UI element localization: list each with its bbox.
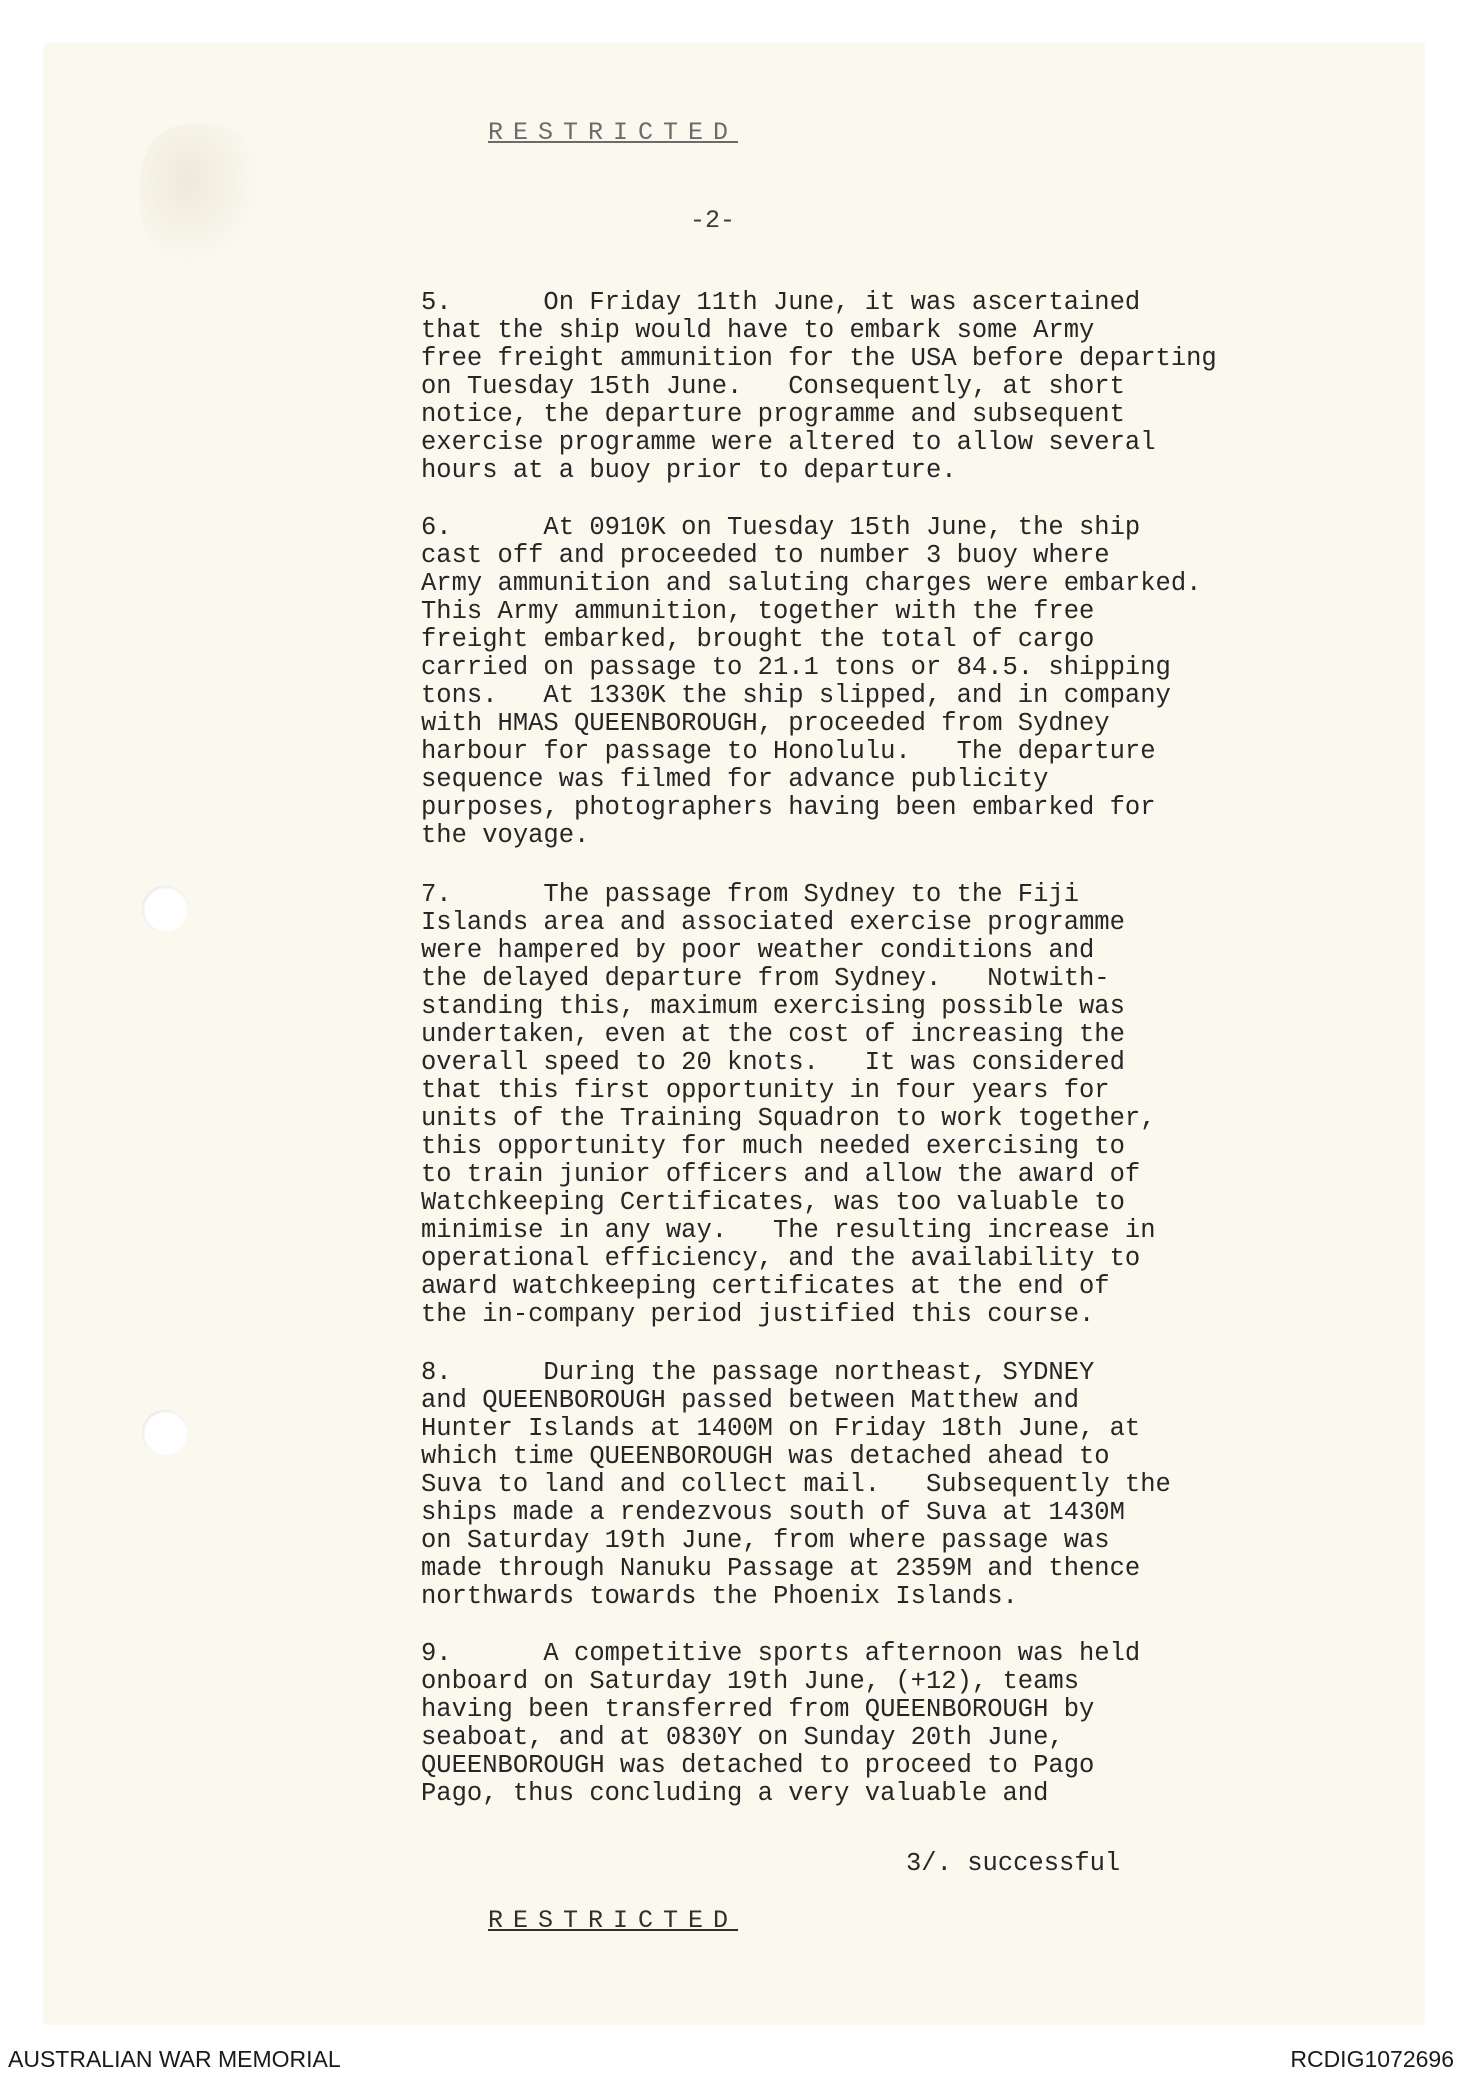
- paragraph-5: 5. On Friday 11th June, it was ascertained that the ship would have to embark some Army free freight ammunition for the USA before departing on Tuesday 15th June. Consequently, at short notice, the departure programme and subsequent exercise programme were altered to allow several hours at a buoy prior to departure.: [421, 288, 1217, 485]
- page-number: -2-: [690, 206, 736, 235]
- paragraph-8: 8. During the passage northeast, SYDNEY and QUEENBOROUGH passed between Matthew and Hunter Islands at 1400M on Friday 18th June, at which time QUEENBOROUGH was detached ahead to Suva to land and collect mail. Subsequently the ships made a rendezvous south of Suva at 1430M on Saturday 19th June, from where passage was made through Nanuku Passage at 2359M and thence northwards towards the Phoenix Islands.: [421, 1358, 1171, 1611]
- header-classification-marking: RESTRICTED: [487, 118, 739, 147]
- footer-classification-marking: RESTRICTED: [487, 1906, 739, 1935]
- paragraph-9: 9. A competitive sports afternoon was held onboard on Saturday 19th June, (+12), teams having been transferred from QUEENBOROUGH by seaboat, and at 0830Y on Sunday 20th June, QUEENBOROUGH was detached to proceed to Pago Pago, thus concluding a very valuable and: [421, 1639, 1141, 1808]
- paragraph-6: 6. At 0910K on Tuesday 15th June, the ship cast off and proceeded to number 3 buoy where Army ammunition and saluting charges were embarked. This Army ammunition, together with the free freight embarked, brought the total of cargo carried on passage to 21.1 tons or 84.5. shipping tons. At 1330K the ship slipped, and in company with HMAS QUEENBOROUGH, proceeded from Sydney harbour for passage to Honolulu. The departure sequence was filmed for advance publicity purposes, photographers having been embarked for the voyage.: [421, 513, 1202, 850]
- reference-label: RCDIG1072696: [1290, 2046, 1454, 2072]
- catchword: 3/. successful: [906, 1849, 1121, 1878]
- source-label: AUSTRALIAN WAR MEMORIAL: [8, 2046, 341, 2072]
- punch-hole: [142, 1410, 188, 1456]
- punch-hole: [142, 886, 188, 932]
- paragraph-7: 7. The passage from Sydney to the Fiji Islands area and associated exercise programme were hampered by poor weather conditions and the delayed departure from Sydney. Notwith- standing this, maximum exercising possible was undertaken, even at the cost of increasing the overall speed to 20 knots. It was considered that this first opportunity in four years for units of the Training Squadron to work together, this opportunity for much needed exercising to to train junior officers and allow the award of Watchkeeping Certificates, was too valuable to minimise in any way. The resulting increase in operational efficiency, and the availability to award watchkeeping certificates at the end of the in-company period justified this course.: [421, 880, 1156, 1329]
